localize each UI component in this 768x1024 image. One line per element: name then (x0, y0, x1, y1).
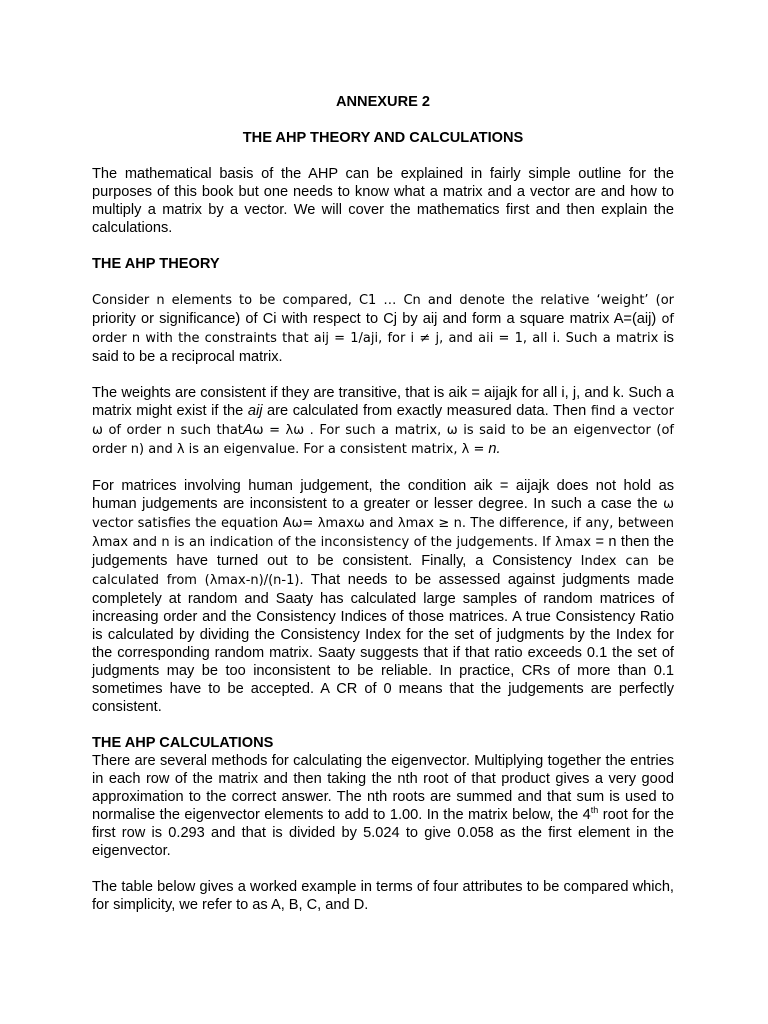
calc-p1-text-a: There are several methods for calculating the eigenvector. Multiplying together the entries in each row of the matrix and then taking the nth root of that product gives a very good approximation to the correct answer. The nth roots are summed and that sum is used to normalise the eigenvector elements to add to 1.00. In the matrix below, the 4 (92, 753, 674, 823)
theory-p3-text-a: For matrices involving human judgement, the condition aik = aijajk does not hold as human judgements are inconsistent to a greater or lesser degree. In such a case the (92, 478, 674, 512)
theory-p3-text-e: That needs to be assessed against judgments made completely at random and Saaty has calculated large samples of random matrices of increasing order and the Consistency Indices of those matrices. A true Consistency Ratio is calculated by dividing the Consistency Index for the set of judgments by the Index for the corresponding random matrix. Saaty suggests that if that ratio exceeds 0.1 the set of judgments may be too inconsistent to be reliable. In practice, CRs of more than 0.1 sometimes have to be accepted. A CR of 0 means that the judgements are perfectly consistent. (92, 572, 674, 715)
intro-paragraph: The mathematical basis of the AHP can be explained in fairly simple outline for the purposes of this book but one needs to know what a matrix and a vector are and how to multiply a matrix by a vector. We will cover the mathematics first and then explain the calculations. (92, 166, 674, 236)
theory-p2-A: A (242, 422, 253, 438)
ahp-theory-heading: THE AHP THEORY (92, 256, 220, 272)
theory-p2-n: n. (488, 441, 501, 457)
theory-p1-line-c: of order n with the constraints that aij = 1/aji, for i ≠ j, and aii = 1, all i. Such a matrix (92, 312, 674, 346)
theory-p1-line-b: priority or significance) of Ci with respect to Cj by aij and form a square matrix A=(aij) (92, 311, 657, 327)
calc-p1-superscript: th (590, 805, 599, 815)
calc-paragraph-1 (92, 752, 674, 860)
main-title: THE AHP THEORY AND CALCULATIONS (242, 130, 524, 146)
theory-p1-line-a: Consider n elements to be compared, C1 … Cn and denote the relative ‘weight’ (or (92, 293, 674, 308)
document-body (92, 90, 674, 914)
theory-p1-line-d: is said to be a reciprocal matrix. (92, 330, 674, 365)
theory-p3-text-b: ω vector satisfies the equation Aω= λmaxω and λmax ≥ n. The difference, if any, between λmax and n is an indication of the inconsistency of the judgements. If λmax (92, 497, 674, 550)
calc-p1-text-b: root for the first row is 0.293 and that is divided by 5.024 to give 0.058 as the first element in the eigenvector. (92, 807, 675, 859)
theory-p3-text-c: = n then the judgements have turned out to be consistent. Finally, a Consistency (92, 534, 674, 569)
theory-paragraph-2 (92, 384, 674, 459)
theory-p2-text-c: find a vector ω of order n such that (92, 404, 674, 438)
theory-p2-text-b: are calculated from exactly measured data. Then (267, 403, 587, 419)
calc-paragraph-2: The table below gives a worked example in terms of four attributes to be compared which, for simplicity, we refer to as A, B, C, and D. (92, 879, 674, 913)
theory-paragraph-3 (92, 477, 674, 716)
theory-paragraph-1 (92, 291, 674, 366)
theory-p2-aij: aij (247, 403, 263, 419)
theory-p2-text-a: The weights are consistent if they are transitive, that is aik = aijajk for all i, j, and k. Such a matrix might exist if the (92, 385, 674, 419)
theory-p2-text-d: ω = λω . For such a matrix, ω is said to be an eigenvector (of order n) and λ is an eigenvalue. For a consistent matrix, λ = (92, 423, 674, 457)
annexure-title: ANNEXURE 2 (335, 94, 431, 110)
theory-p3-text-d: Index can be calculated from (λmax-n)/(n-1). (92, 554, 674, 588)
ahp-calculations-heading: THE AHP CALCULATIONS (92, 735, 274, 751)
